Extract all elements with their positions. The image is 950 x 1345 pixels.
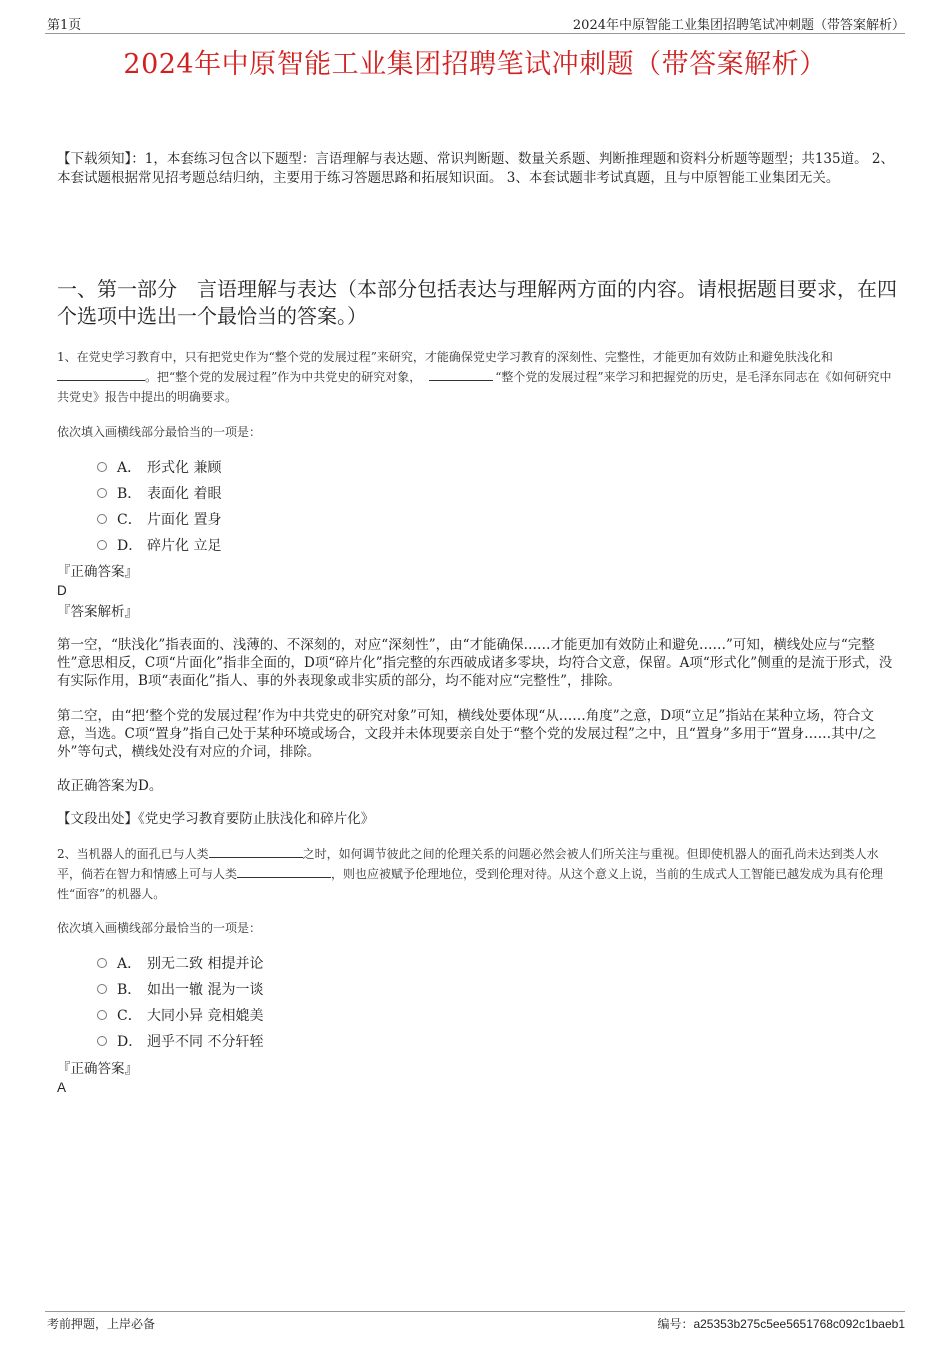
analysis-paragraph-2: 第二空，由“把‘整个党的发展过程’作为中共党史的研究对象”可知，横线处要体现“从……角度”之意，D项“立足”指站在某种立场，符合文意，当选。C项“置身”指自己处于某种环境或场合，文段并未体现要亲自处于“整个党的发展过程”之中，且“置身”多用于“置身……其中/之外”等句式，横线处没有对应的介词，排除。	[57, 708, 877, 760]
radio-icon[interactable]	[97, 540, 107, 550]
answer-value: D	[57, 583, 67, 598]
radio-icon[interactable]	[97, 958, 107, 968]
section-heading: 一、第一部分 言语理解与表达（本部分包括表达与理解两方面的内容。请根据题目要求，在四个选项中选出一个最恰当的答案。）	[57, 277, 897, 328]
blank-line	[209, 845, 303, 858]
analysis-conclusion: 故正确答案为D。	[57, 778, 163, 794]
header-divider	[45, 33, 905, 34]
option-d[interactable]: D． 迥乎不同 不分轩轾	[97, 1028, 263, 1054]
question-2-options	[97, 950, 263, 1054]
radio-icon[interactable]	[97, 1036, 107, 1046]
answer-label: 『正确答案』	[57, 1061, 138, 1077]
question-2-text: 2、当机器人的面孔已与人类 之时，如何调节彼此之间的伦理关系的问题必然会被人们所关注与重视。但即使机器人的面孔尚未达到类人水平，倘若在智力和情感上可与人类 ，则也应被赋予伦理地位，受到伦理对待。从这个意义上说，当前的生成式人工智能已越发成为具有伦理性“面容”的机器人。	[57, 847, 884, 901]
answer-label: 『正确答案』	[57, 564, 138, 580]
option-b[interactable]: B． 如出一辙 混为一谈	[97, 976, 263, 1002]
passage-source: 【文段出处】《党史学习教育要防止肤浅化和碎片化》	[57, 811, 375, 827]
download-notice: 【下载须知】：1，本套练习包含以下题型：言语理解与表达题、常识判断题、数量关系题、判断推理题和资料分析题等题型；共135道。 2、本套试题根据常见招考题总结归纳，主要用于练习答题思路和拓展知识面。 3、本套试题非考试真题，且与中原智能工业集团无关。	[57, 151, 894, 186]
footer-divider	[45, 1311, 905, 1312]
footer-slogan: 考前押题，上岸必备	[47, 1317, 156, 1331]
question-2-instruction: 依次填入画横线部分最恰当的一项是：	[57, 921, 262, 935]
blank-line	[237, 865, 331, 878]
footer-code: 编号：a25353b275c5ee5651768c092c1baeb1	[657, 1317, 905, 1331]
page-title: 2024年中原智能工业集团招聘笔试冲刺题（带答案解析）	[123, 49, 827, 80]
blank-line	[57, 368, 145, 381]
page-number: 第1页	[47, 18, 82, 33]
radio-icon[interactable]	[97, 488, 107, 498]
radio-icon[interactable]	[97, 462, 107, 472]
analysis-label: 『答案解析』	[57, 604, 138, 620]
radio-icon[interactable]	[97, 1010, 107, 1020]
question-1-options	[97, 454, 221, 558]
question-1-text: 1、在党史学习教育中，只有把党史作为“整个党的发展过程”来研究，才能确保党史学习教育的深刻性、完整性，才能更加有效防止和避免肤浅化和。把“整个党的发展过程”作为中共党史的研究对象， “整个党的发展过程”来学习和把握党的历史，是毛泽东同志在《如何研究中共党史》报告中提出的明确要求。	[57, 350, 892, 404]
option-c[interactable]: C． 片面化 置身	[97, 506, 221, 532]
option-a[interactable]: A． 形式化 兼顾	[97, 454, 221, 480]
option-b[interactable]: B． 表面化 着眼	[97, 480, 221, 506]
option-d[interactable]: D． 碎片化 立足	[97, 532, 221, 558]
answer-value: A	[57, 1080, 67, 1095]
question-1-instruction: 依次填入画横线部分最恰当的一项是：	[57, 425, 262, 439]
option-c[interactable]: C． 大同小异 竞相媲美	[97, 1002, 263, 1028]
radio-icon[interactable]	[97, 984, 107, 994]
radio-icon[interactable]	[97, 514, 107, 524]
header-doc-title: 2024年中原智能工业集团招聘笔试冲刺题（带答案解析）	[572, 18, 905, 33]
blank-line	[429, 368, 493, 381]
option-a[interactable]: A． 别无二致 相提并论	[97, 950, 263, 976]
analysis-paragraph-1: 第一空，“肤浅化”指表面的、浅薄的、不深刻的，对应“深刻性”，由“才能确保……才能更加有效防止和避免……”可知，横线处应与“完整性”意思相反，C项“片面化”指非全面的，D项“碎片化”指完整的东西破成诸多零块，均符合文意，保留。A项“形式化”侧重的是流于形式，没有实际作用，B项“表面化”指人、事的外表现象或非实质的部分，均不能对应“完整性”，排除。	[57, 637, 893, 689]
